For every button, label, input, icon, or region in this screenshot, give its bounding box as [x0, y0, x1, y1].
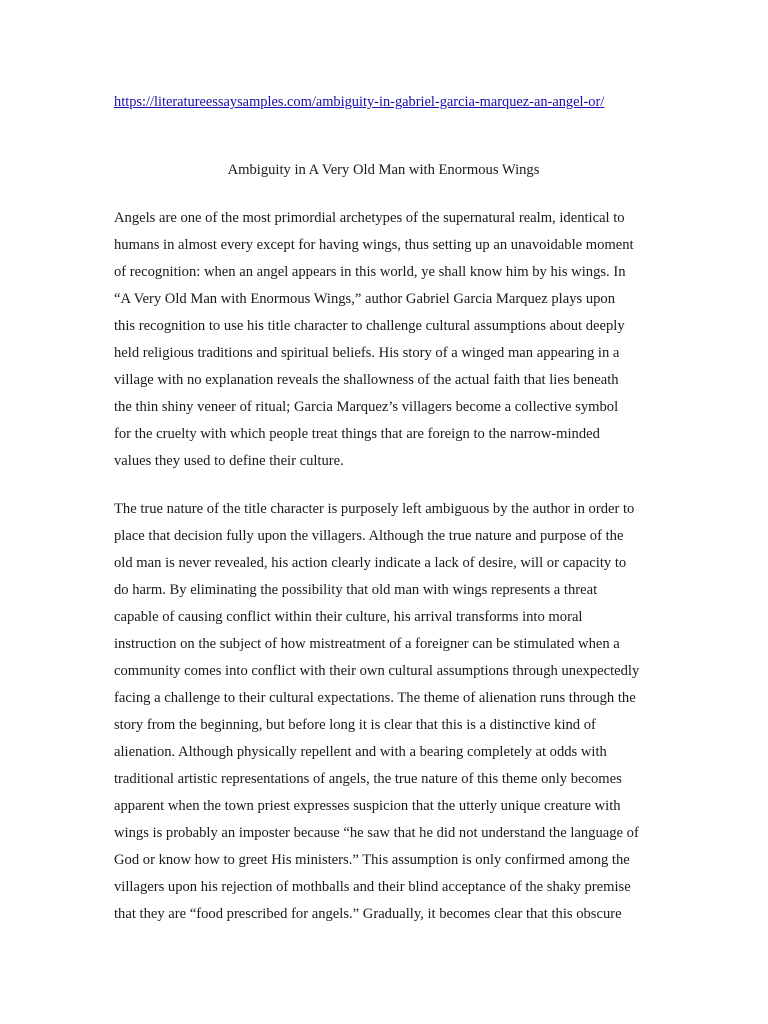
paragraph-line: this recognition to use his title character to challenge cultural assumptions about deeply [114, 318, 625, 334]
source-url-link[interactable]: https://literatureessaysamples.com/ambiguity-in-gabriel-garcia-marquez-an-angel-or/ [114, 94, 605, 110]
paragraph-line: humans in almost every except for having wings, thus setting up an unavoidable moment [114, 237, 634, 253]
paragraph-line: that they are “food prescribed for angels.” Gradually, it becomes clear that this obscure [114, 906, 622, 922]
paragraph-line: story from the beginning, but before long it is clear that this is a distinctive kind of [114, 717, 596, 733]
paragraph-line: village with no explanation reveals the shallowness of the actual faith that lies beneath [114, 372, 619, 388]
paragraph-line: Angels are one of the most primordial archetypes of the supernatural realm, identical to [114, 210, 625, 226]
paragraph-line: villagers upon his rejection of mothballs and their blind acceptance of the shaky premise [114, 879, 631, 895]
paragraph-1 [114, 205, 674, 475]
paragraph-line: for the cruelty with which people treat things that are foreign to the narrow-minded [114, 426, 600, 442]
paragraph-line: wings is probably an imposter because “he saw that he did not understand the language of [114, 825, 639, 841]
paragraph-line: apparent when the town priest expresses suspicion that the utterly unique creature with [114, 798, 621, 814]
paragraph-line: the thin shiny veneer of ritual; Garcia Marquez’s villagers become a collective symbol [114, 399, 619, 415]
document-title: Ambiguity in A Very Old Man with Enormous Wings [227, 162, 540, 178]
paragraph-line: facing a challenge to their cultural expectations. The theme of alienation runs through the [114, 690, 636, 706]
paragraph-line: values they used to define their culture. [114, 453, 344, 469]
paragraph-line: instruction on the subject of how mistreatment of a foreigner can be stimulated when a [114, 636, 620, 652]
paragraph-line: capable of causing conflict within their culture, his arrival transforms into moral [114, 609, 583, 625]
paragraph-line: do harm. By eliminating the possibility that old man with wings represents a threat [114, 582, 598, 598]
paragraph-line: “A Very Old Man with Enormous Wings,” author Gabriel Garcia Marquez plays upon [114, 291, 616, 307]
paragraph-line: traditional artistic representations of angels, the true nature of this theme only becomes [114, 771, 622, 787]
paragraph-line: place that decision fully upon the villagers. Although the true nature and purpose of the [114, 528, 624, 544]
paragraph-line: alienation. Although physically repellent and with a bearing completely at odds with [114, 744, 607, 760]
paragraph-line: community comes into conflict with their own cultural assumptions through unexpectedly [114, 663, 640, 679]
paragraph-line: old man is never revealed, his action clearly indicate a lack of desire, will or capacity to [114, 555, 627, 571]
paragraph-line: held religious traditions and spiritual beliefs. His story of a winged man appearing in a [114, 345, 620, 361]
paragraph-line: of recognition: when an angel appears in this world, ye shall know him by his wings. In [114, 264, 626, 280]
paragraph-line: The true nature of the title character is purposely left ambiguous by the author in order to [114, 501, 635, 517]
paragraph-2 [114, 496, 674, 928]
paragraph-line: God or know how to greet His ministers.” This assumption is only confirmed among the [114, 852, 630, 868]
